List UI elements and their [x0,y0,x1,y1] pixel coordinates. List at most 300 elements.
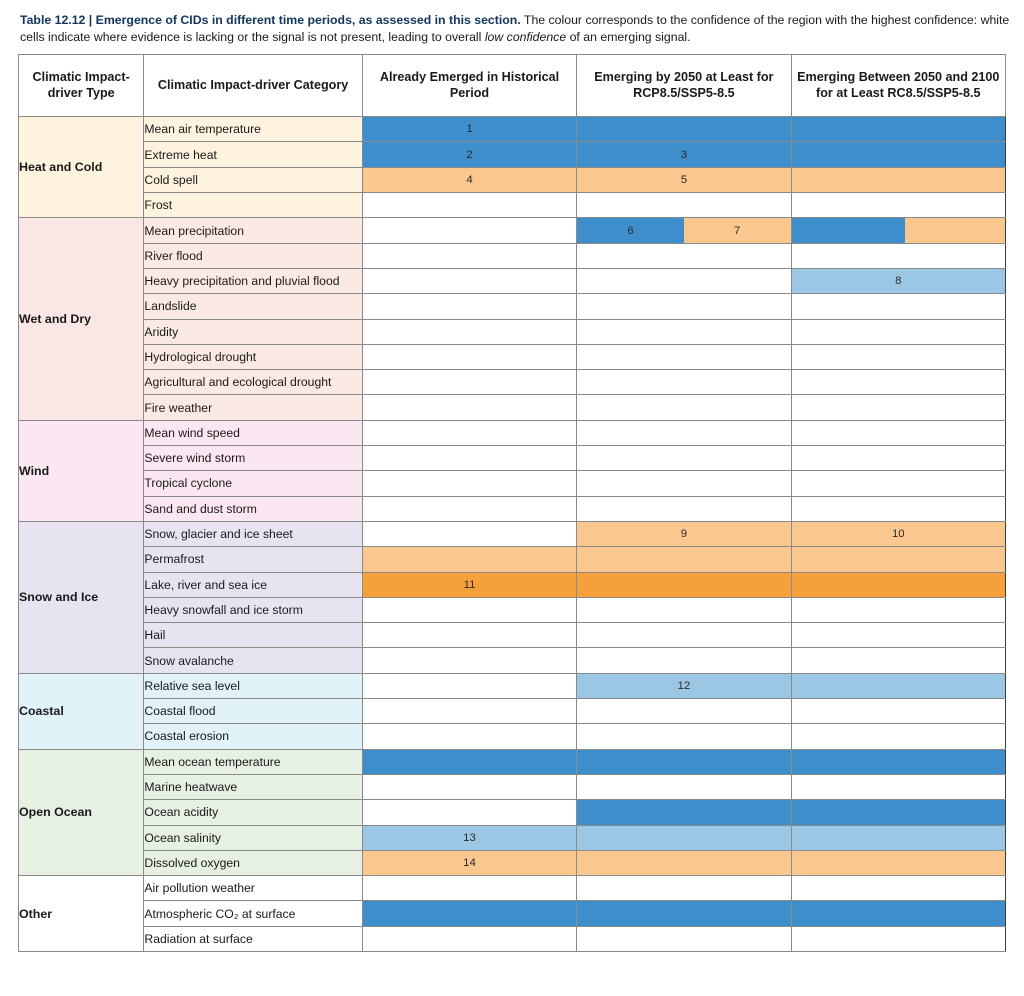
emergence-segment [577,623,790,647]
cid-category-cell: Aridity [144,319,362,344]
emergence-cell [791,850,1005,875]
emergence-cell [362,446,576,471]
cell-footnote-number: 1 [466,123,473,136]
emergence-cell [362,471,576,496]
emergence-segment [577,117,790,141]
emergence-segment [792,826,1005,850]
emergence-cell [362,319,576,344]
emergence-segment [363,269,576,293]
emergence-cell [362,724,576,749]
emergence-cell [577,800,791,825]
emergence-segment [577,320,790,344]
emergence-segment [577,294,790,318]
emergence-segment [792,446,1005,470]
table-row [19,876,1006,901]
emergence-segment [792,345,1005,369]
caption-emphasis: low confidence [484,29,567,44]
emergence-cell [791,395,1005,420]
cell-footnote-number: 9 [680,528,688,541]
emergence-segment [577,497,790,521]
emergence-segment [792,927,1005,951]
emergence-cell [577,673,791,698]
emergence-segment [577,446,790,470]
emergence-cell [791,926,1005,951]
emergence-cell [362,193,576,218]
emergence-segment [577,851,790,875]
emergence-segment [577,370,790,394]
emergence-cell [362,521,576,546]
table-row [19,243,1006,268]
cid-category-cell: Coastal erosion [144,724,362,749]
emergence-segment [363,800,576,824]
emergence-cell [791,446,1005,471]
emergence-segment [792,724,1005,748]
cid-category-cell: Mean precipitation [144,218,362,243]
emergence-cell [791,370,1005,395]
cell-footnote-number: 6 [627,224,634,237]
emergence-cell [577,901,791,926]
cid-category-cell: Ocean salinity [144,825,362,850]
header-emerging-2050-2100: Emerging Between 2050 and 2100 for at Least RC8.5/SSP5-8.5 [791,55,1005,117]
emergence-segment [577,244,790,268]
emergence-segment [577,395,790,419]
emergence-cell [577,850,791,875]
caption-text-1: The colour corresponds to the confidence of the region with the highest confidence: white cells indicate where evidence is lacking or the signal is not present, leading to overall [20,13,1010,44]
cid-category-cell: Coastal flood [144,699,362,724]
emergence-cell [577,218,791,243]
emergence-segment [363,142,576,166]
table-row [19,496,1006,521]
emergence-cell [791,496,1005,521]
emergence-cell [577,117,791,142]
emergence-segment [577,168,790,192]
emergence-segment [792,573,1005,597]
emergence-segment [792,901,1005,925]
emergence-segment [792,320,1005,344]
table-row [19,774,1006,799]
table-caption [20,12,1010,45]
emergence-segment [792,269,1005,293]
emergence-segment [363,370,576,394]
cid-category-cell: Heavy precipitation and pluvial flood [144,268,362,293]
cid-category-cell: Hail [144,623,362,648]
emergence-cell [791,344,1005,369]
emergence-cell [791,420,1005,445]
emergence-cell [577,446,791,471]
table-row [19,825,1006,850]
emergence-segment [577,471,790,495]
emergence-segment [792,117,1005,141]
emergence-cell [362,243,576,268]
emergence-cell [362,825,576,850]
emergence-cell [577,825,791,850]
cell-footnote-number: 7 [734,224,741,237]
emergence-cell [362,926,576,951]
emergence-segment [577,269,790,293]
emergence-segment [363,345,576,369]
emergence-cell [362,547,576,572]
emergence-cell [577,597,791,622]
emergence-cell [791,673,1005,698]
table-row [19,901,1006,926]
header-already-emerged: Already Emerged in Historical Period [362,55,576,117]
emergence-segment [363,193,576,217]
emergence-cell [577,572,791,597]
emergence-segment [577,193,790,217]
cid-category-cell: Air pollution weather [144,876,362,901]
emergence-cell [791,471,1005,496]
emergence-cell [362,623,576,648]
emergence-segment [792,218,905,242]
cid-category-cell: Dissolved oxygen [144,850,362,875]
cid-category-cell: Tropical cyclone [144,471,362,496]
emergence-segment [363,522,576,546]
cell-footnote-number: 8 [895,275,902,288]
emergence-segment [363,421,576,445]
emergence-segment [363,168,576,192]
emergence-segment [684,218,791,242]
emergence-cell [362,496,576,521]
emergence-segment [792,142,1005,166]
cid-category-cell: Fire weather [144,395,362,420]
emergence-segment [792,370,1005,394]
emergence-segment [363,218,576,242]
emergence-cell [577,243,791,268]
emergence-segment [363,244,576,268]
cid-category-cell: Agricultural and ecological drought [144,370,362,395]
emergence-cell [362,648,576,673]
table-row [19,673,1006,698]
cell-footnote-number: 11 [463,578,476,591]
emergence-cell [362,673,576,698]
table-row [19,699,1006,724]
emergence-cell [791,218,1005,243]
table-row [19,597,1006,622]
cell-footnote-number: 2 [466,148,473,161]
emergence-segment [363,750,576,774]
emergence-cell [577,142,791,167]
emergence-segment [577,674,790,698]
cid-type-cell: Heat and Cold [19,117,144,218]
cid-category-cell: Sand and dust storm [144,496,362,521]
emergence-cell [577,319,791,344]
cid-category-cell: Landslide [144,294,362,319]
cid-category-cell: Mean wind speed [144,420,362,445]
emergence-segment [577,901,790,925]
cid-category-cell: Mean air temperature [144,117,362,142]
emergence-cell [791,648,1005,673]
emergence-cell [577,471,791,496]
emergence-cell [577,876,791,901]
header-emerging-2050: Emerging by 2050 at Least for RCP8.5/SSP5-8.5 [577,55,791,117]
emergence-cell [791,724,1005,749]
table-row [19,850,1006,875]
emergence-cell [362,142,576,167]
cid-type-cell: Wind [19,420,144,521]
cid-category-cell: Atmospheric CO₂ at surface [144,901,362,926]
cell-footnote-number: 4 [466,173,473,186]
emergence-cell [577,420,791,445]
table-row [19,800,1006,825]
emergence-segment [792,244,1005,268]
cid-category-cell: Ocean acidity [144,800,362,825]
emergence-cell [791,572,1005,597]
emergence-cell [362,876,576,901]
emergence-cell [577,749,791,774]
emergence-cell [577,193,791,218]
cid-category-cell: Mean ocean temperature [144,749,362,774]
cid-category-cell: River flood [144,243,362,268]
cid-type-cell: Snow and Ice [19,521,144,673]
emergence-cell [362,344,576,369]
emergence-cell [362,699,576,724]
emergence-segment [905,218,1005,242]
cid-emergence-table [18,54,1006,952]
emergence-segment [363,901,576,925]
emergence-cell [791,774,1005,799]
emergence-cell [791,319,1005,344]
emergence-segment [363,674,576,698]
emergence-cell [791,268,1005,293]
emergence-cell [577,699,791,724]
emergence-segment [792,395,1005,419]
cid-category-cell: Heavy snowfall and ice storm [144,597,362,622]
emergence-cell [362,420,576,445]
emergence-cell [577,268,791,293]
emergence-cell [362,370,576,395]
table-row [19,294,1006,319]
emergence-segment [363,573,576,597]
emergence-segment [792,497,1005,521]
emergence-cell [791,547,1005,572]
emergence-segment [792,598,1005,622]
emergence-segment [363,851,576,875]
emergence-segment [577,547,790,571]
table-row [19,420,1006,445]
emergence-segment [577,876,790,900]
cid-category-cell: Hydrological drought [144,344,362,369]
cell-footnote-number: 13 [463,831,476,844]
emergence-cell [362,294,576,319]
table-row [19,471,1006,496]
emergence-segment [792,750,1005,774]
cid-type-cell: Other [19,876,144,952]
emergence-segment [363,826,576,850]
cid-category-cell: Severe wind storm [144,446,362,471]
cell-footnote-number: 3 [680,148,688,161]
emergence-segment [577,750,790,774]
emergence-segment [577,598,790,622]
table-row [19,218,1006,243]
emergence-segment [363,497,576,521]
emergence-segment [363,775,576,799]
emergence-cell [577,496,791,521]
emergence-cell [362,395,576,420]
emergence-segment [363,648,576,672]
emergence-segment [577,699,790,723]
emergence-segment [577,218,684,242]
emergence-cell [362,572,576,597]
emergence-segment [577,648,790,672]
emergence-cell [362,117,576,142]
header-row [19,55,1006,117]
emergence-cell [577,926,791,951]
emergence-segment [792,193,1005,217]
cid-category-cell: Snow, glacier and ice sheet [144,521,362,546]
emergence-cell [791,597,1005,622]
cid-category-cell: Relative sea level [144,673,362,698]
emergence-cell [791,142,1005,167]
emergence-segment [792,522,1005,546]
table-row [19,572,1006,597]
emergence-cell [791,117,1005,142]
cid-category-cell: Frost [144,193,362,218]
emergence-segment [363,876,576,900]
emergence-cell [577,370,791,395]
cell-footnote-number: 10 [891,528,905,541]
emergence-cell [362,774,576,799]
emergence-segment [792,471,1005,495]
emergence-cell [577,344,791,369]
cid-category-cell: Lake, river and sea ice [144,572,362,597]
table-row [19,167,1006,192]
table-row [19,623,1006,648]
emergence-segment [577,421,790,445]
emergence-segment [363,395,576,419]
emergence-cell [577,167,791,192]
emergence-cell [362,218,576,243]
cell-footnote-number: 12 [677,679,691,692]
emergence-cell [577,395,791,420]
table-body [19,117,1006,952]
table-row [19,268,1006,293]
emergence-segment [792,648,1005,672]
emergence-cell [791,800,1005,825]
emergence-segment [577,724,790,748]
cell-footnote-number: 14 [463,856,476,869]
emergence-cell [362,167,576,192]
emergence-cell [791,699,1005,724]
emergence-segment [363,699,576,723]
emergence-cell [791,243,1005,268]
table-row [19,142,1006,167]
emergence-segment [792,800,1005,824]
emergence-cell [791,167,1005,192]
table-row [19,547,1006,572]
emergence-cell [791,193,1005,218]
emergence-segment [363,927,576,951]
emergence-segment [577,142,790,166]
cid-category-cell: Cold spell [144,167,362,192]
caption-title: Table 12.12 | Emergence of CIDs in different time periods, as assessed in this section. [20,13,521,27]
cid-category-cell: Marine heatwave [144,774,362,799]
emergence-cell [362,850,576,875]
emergence-cell [577,294,791,319]
cid-category-cell: Snow avalanche [144,648,362,673]
emergence-cell [577,547,791,572]
header-cid-category: Climatic Impact-driver Category [144,55,362,117]
emergence-segment [363,320,576,344]
table-row [19,344,1006,369]
table-row [19,724,1006,749]
emergence-segment [577,775,790,799]
emergence-segment [792,547,1005,571]
emergence-cell [791,294,1005,319]
emergence-cell [577,521,791,546]
cid-category-cell: Permafrost [144,547,362,572]
emergence-segment [792,876,1005,900]
emergence-cell [577,623,791,648]
emergence-segment [363,117,576,141]
emergence-segment [363,623,576,647]
emergence-cell [577,648,791,673]
emergence-segment [792,674,1005,698]
table-row [19,749,1006,774]
table-row [19,395,1006,420]
emergence-segment [577,800,790,824]
emergence-segment [577,345,790,369]
table-row [19,446,1006,471]
table-row [19,370,1006,395]
emergence-cell [362,597,576,622]
table-row [19,319,1006,344]
emergence-segment [577,573,790,597]
emergence-segment [792,775,1005,799]
cid-type-cell: Open Ocean [19,749,144,875]
header-cid-type: Climatic Impact-driver Type [19,55,144,117]
emergence-cell [791,623,1005,648]
cid-category-cell: Extreme heat [144,142,362,167]
table-row [19,926,1006,951]
emergence-cell [791,876,1005,901]
table-header [19,55,1006,117]
cell-footnote-number: 5 [680,173,688,186]
emergence-cell [791,901,1005,926]
emergence-segment [363,446,576,470]
emergence-cell [791,825,1005,850]
table-row [19,193,1006,218]
emergence-segment [792,294,1005,318]
emergence-segment [363,724,576,748]
emergence-cell [362,901,576,926]
emergence-segment [792,623,1005,647]
emergence-cell [362,800,576,825]
cid-category-cell: Radiation at surface [144,926,362,951]
emergence-segment [363,471,576,495]
emergence-cell [362,749,576,774]
emergence-segment [577,522,790,546]
emergence-segment [577,927,790,951]
emergence-cell [577,724,791,749]
cid-type-cell: Wet and Dry [19,218,144,420]
emergence-segment [792,851,1005,875]
emergence-segment [363,547,576,571]
emergence-segment [577,826,790,850]
table-row [19,521,1006,546]
cid-type-cell: Coastal [19,673,144,749]
emergence-segment [792,168,1005,192]
emergence-cell [791,749,1005,774]
emergence-cell [362,268,576,293]
emergence-segment [363,294,576,318]
table-row [19,648,1006,673]
caption-text-2: of an emerging signal. [566,29,691,44]
emergence-segment [792,421,1005,445]
emergence-segment [792,699,1005,723]
table-row [19,117,1006,142]
emergence-segment [363,598,576,622]
emergence-cell [791,521,1005,546]
